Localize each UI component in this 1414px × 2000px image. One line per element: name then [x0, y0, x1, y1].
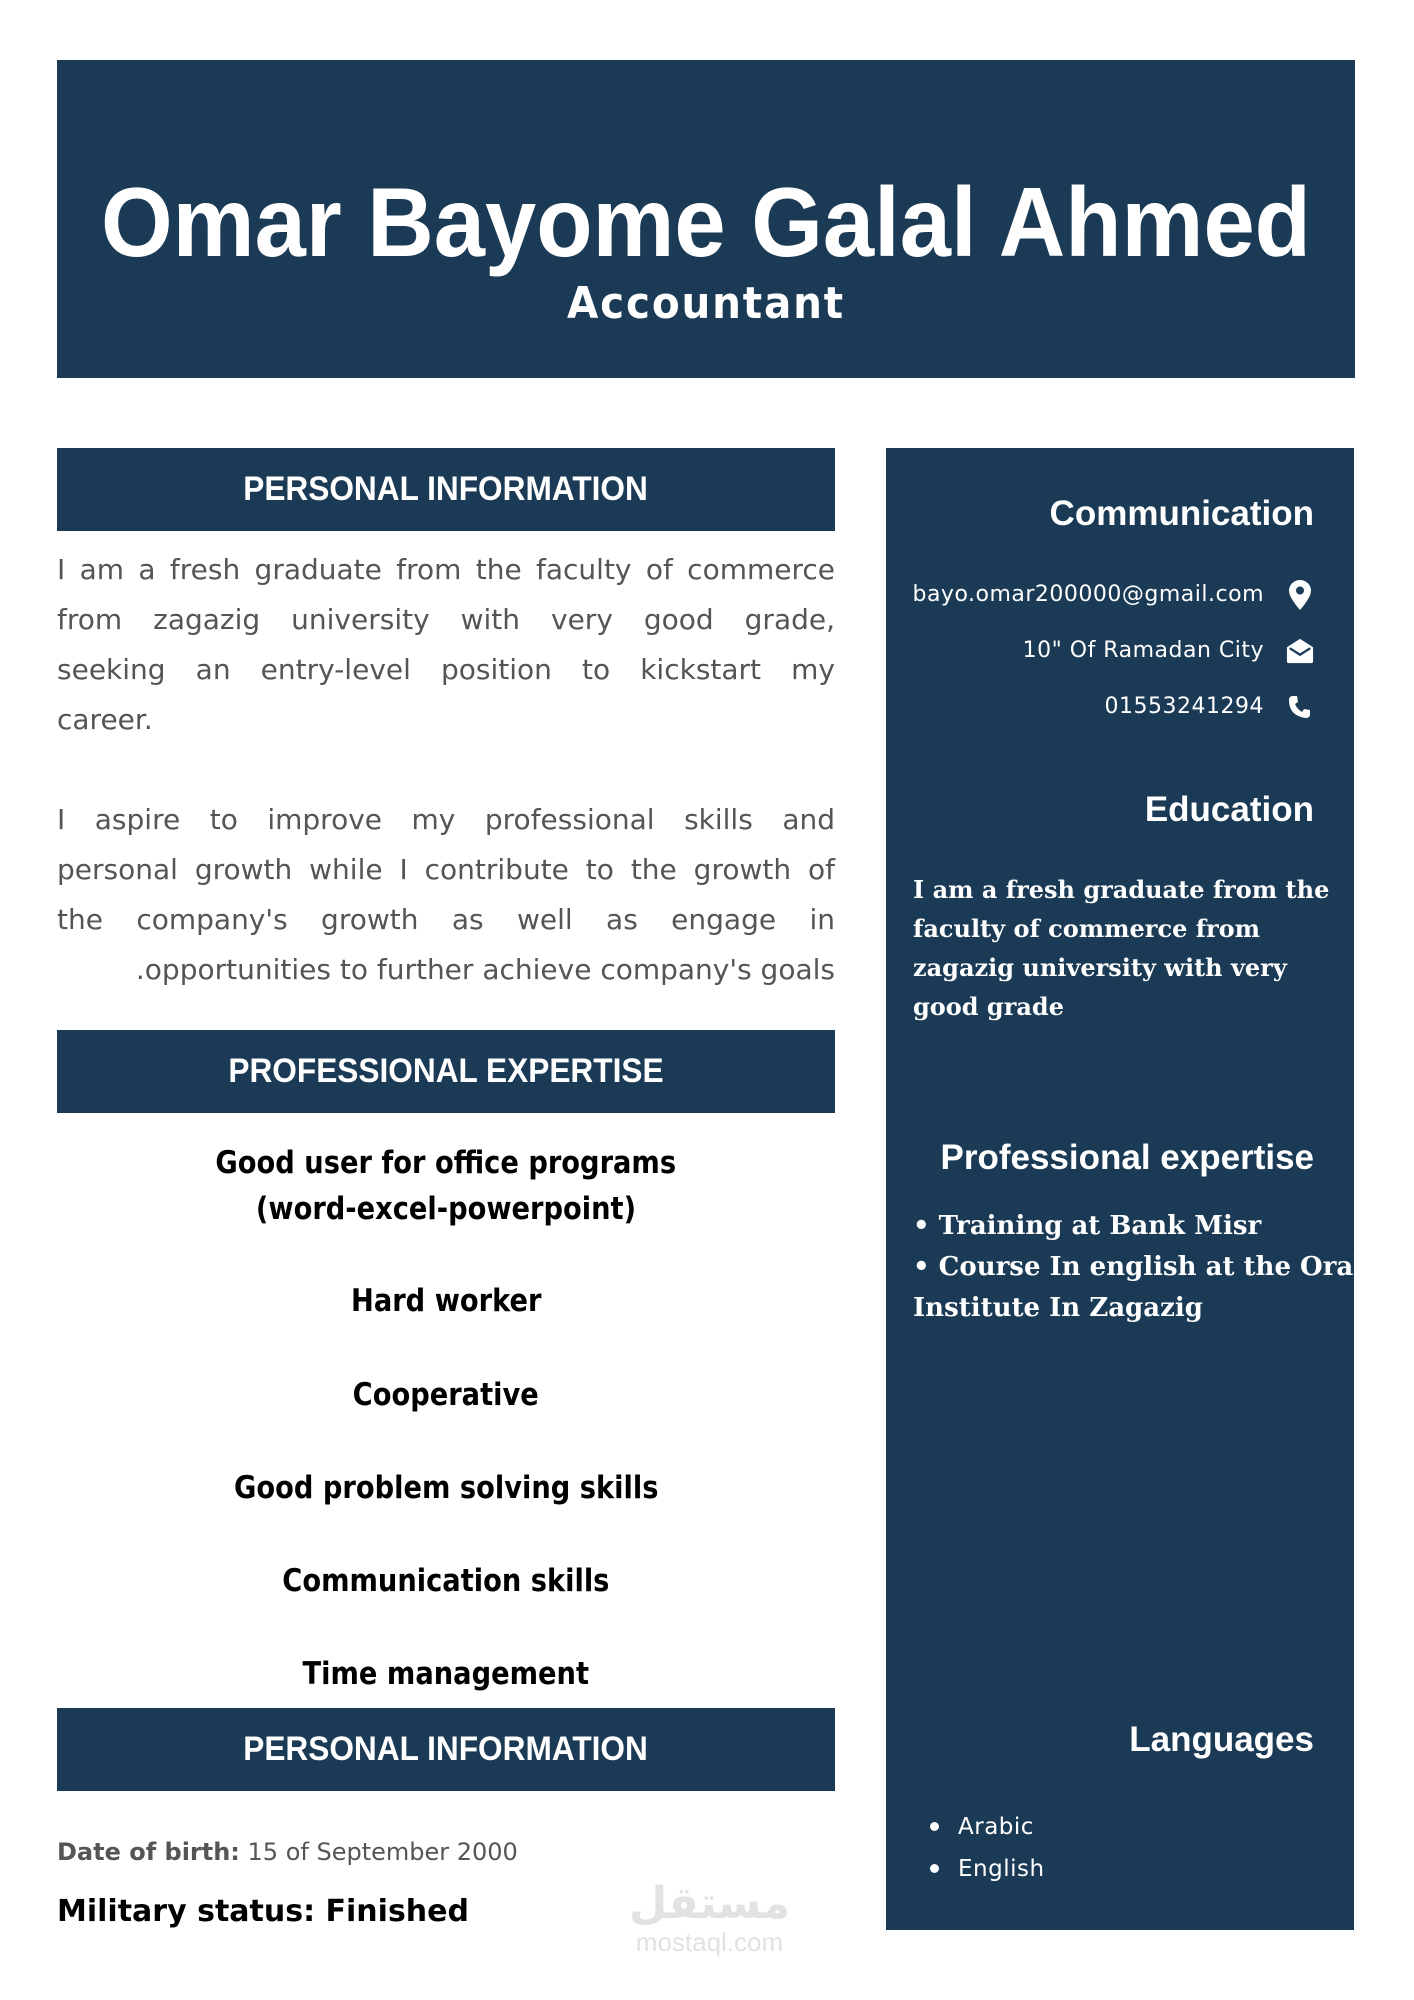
summary-line: I am a fresh graduate from the faculty of commerce [57, 553, 835, 586]
dob-value: 15 of September 2000 [239, 1838, 518, 1866]
phone-text[interactable]: 01553241294 [1104, 694, 1264, 719]
summary-line: seeking an entry-level position to kickstart my [57, 653, 835, 686]
email-text[interactable]: bayo.omar200000@gmail.com [912, 582, 1264, 607]
language-label: English [958, 1856, 1045, 1882]
summary-line: career. [57, 703, 153, 736]
education-heading: Education [1144, 790, 1314, 829]
professional-expertise-heading: Professional expertise [940, 1138, 1314, 1177]
section-heading-label: PERSONAL INFORMATION [243, 470, 649, 508]
map-pin-icon [1286, 580, 1314, 610]
section-heading-professional-expertise [57, 1030, 835, 1113]
aspiration-line: personal growth while I contribute to the growth of [57, 853, 835, 886]
skill-item: (word-excel-powerpoint) [255, 1191, 637, 1227]
dob-label: Date of birth: [57, 1838, 240, 1866]
candidate-name: Omar Bayome Galal Ahmed [101, 167, 1311, 277]
summary-paragraph [57, 545, 835, 745]
education-line: zagazig university with very [913, 953, 1287, 982]
language-item [926, 1806, 1045, 1848]
skill-item: Hard worker [350, 1283, 542, 1319]
date-of-birth [57, 1832, 518, 1872]
skill-item: Communication skills [282, 1563, 610, 1599]
expertise-line: • Course In english at the Orabi [913, 1252, 1382, 1282]
aspiration-line: the company's growth as well as engage in [57, 903, 835, 936]
skill-item: Good problem solving skills [233, 1470, 659, 1506]
section-heading-personal-information [57, 448, 835, 531]
languages-list [926, 1806, 1045, 1890]
education-text [913, 870, 1330, 1026]
education-line: good grade [913, 992, 1064, 1021]
education-line: I am a fresh graduate from the [913, 875, 1330, 904]
contact-address [1023, 636, 1314, 666]
skill-item: Cooperative [352, 1377, 540, 1413]
communication-heading: Communication [1049, 494, 1314, 533]
section-heading-personal-details [57, 1708, 835, 1791]
bullet-icon [930, 1822, 939, 1831]
aspiration-line: I aspire to improve my professional skills and [57, 803, 835, 836]
languages-heading: Languages [1129, 1720, 1314, 1759]
sidebar-panel [886, 448, 1382, 1930]
language-label: Arabic [958, 1814, 1034, 1840]
bullet-icon [930, 1864, 939, 1873]
military-status-text: Military status: Finished [57, 1894, 469, 1929]
mostaql-watermark [622, 1880, 797, 1960]
resume-header [57, 60, 1355, 378]
watermark-arabic: مستقل [629, 1878, 790, 1929]
section-heading-label: PROFESSIONAL EXPERTISE [228, 1052, 664, 1090]
military-status [57, 1889, 469, 1935]
watermark-latin: mostaql.com [635, 1927, 784, 1957]
contact-phone [1105, 692, 1314, 722]
section-heading-label: PERSONAL INFORMATION [243, 1730, 649, 1768]
skill-item: Time management [302, 1656, 590, 1692]
expertise-line: • Training at Bank Misr [913, 1211, 1262, 1241]
education-line: faculty of commerce from [913, 914, 1261, 943]
job-title: Accountant [566, 278, 846, 329]
phone-icon [1286, 692, 1314, 722]
skill-item: Good user for office programs [215, 1145, 677, 1181]
language-item [926, 1848, 1045, 1890]
summary-line: from zagazig university with very good grade, [57, 603, 835, 636]
envelope-open-icon [1286, 636, 1314, 666]
contact-email [912, 580, 1314, 610]
aspiration-paragraph [57, 795, 835, 995]
expertise-line: Institute In Zagazig [913, 1293, 1203, 1323]
professional-expertise-text [913, 1206, 1382, 1329]
aspiration-line: .opportunities to further achieve company's goals [135, 953, 835, 986]
address-text: 10" Of Ramadan City [1022, 638, 1264, 663]
